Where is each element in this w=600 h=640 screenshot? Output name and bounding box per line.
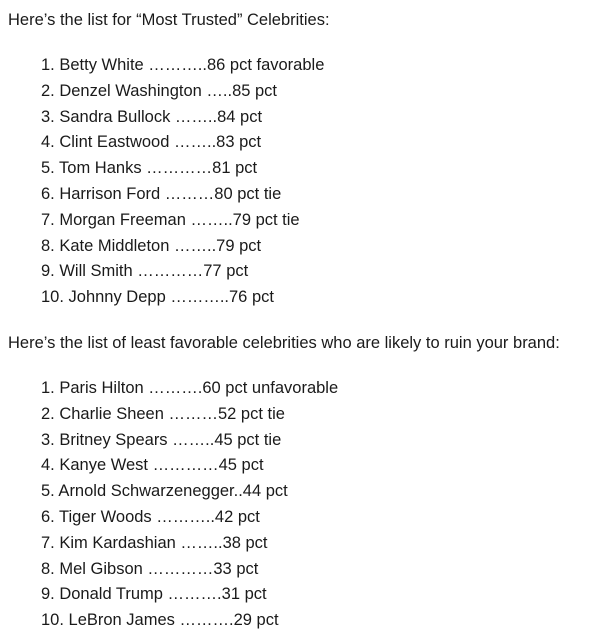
- list-item: 2. Denzel Washington …..85 pct: [41, 81, 278, 100]
- list-item: 7. Kim Kardashian ……..38 pct: [41, 533, 268, 552]
- list-item: 8. Kate Middleton ……..79 pct: [41, 236, 262, 255]
- trusted-list: [41, 53, 324, 311]
- list-item: 6. Tiger Woods ………..42 pct: [41, 507, 260, 526]
- list-item: 7. Morgan Freeman ……..79 pct tie: [41, 210, 300, 229]
- list-item: 4. Kanye West …………45 pct: [41, 456, 264, 475]
- list-item: 8. Mel Gibson …………33 pct: [41, 559, 259, 578]
- list-item: 9. Will Smith …………77 pct: [41, 262, 249, 281]
- list-item: 3. Sandra Bullock ……..84 pct: [41, 107, 263, 126]
- list-item: 10. LeBron James ……….29 pct: [41, 611, 279, 630]
- list-item: 1. Paris Hilton ……….60 pct unfavorable: [41, 379, 339, 397]
- list-item: 3. Britney Spears ……..45 pct tie: [41, 430, 282, 449]
- list-item: 5. Arnold Schwarzenegger..44 pct: [41, 482, 288, 501]
- list-item: 1. Betty White ………..86 pct favorable: [41, 56, 325, 74]
- list-item: 4. Clint Eastwood ……..83 pct: [41, 133, 262, 152]
- list-item: 2. Charlie Sheen ………52 pct tie: [41, 404, 285, 423]
- least-favorable-list: [41, 376, 338, 634]
- list-item: 10. Johnny Depp ………..76 pct: [41, 288, 274, 307]
- trusted-heading: Here’s the list for “Most Trusted” Celebrities:: [8, 11, 330, 29]
- list-item: 6. Harrison Ford ………80 pct tie: [41, 184, 282, 203]
- list-item: 5. Tom Hanks …………81 pct: [41, 159, 258, 178]
- least-favorable-heading: Here’s the list of least favorable celebrities who are likely to ruin your brand:: [8, 334, 560, 352]
- list-item: 9. Donald Trump ……….31 pct: [41, 585, 267, 604]
